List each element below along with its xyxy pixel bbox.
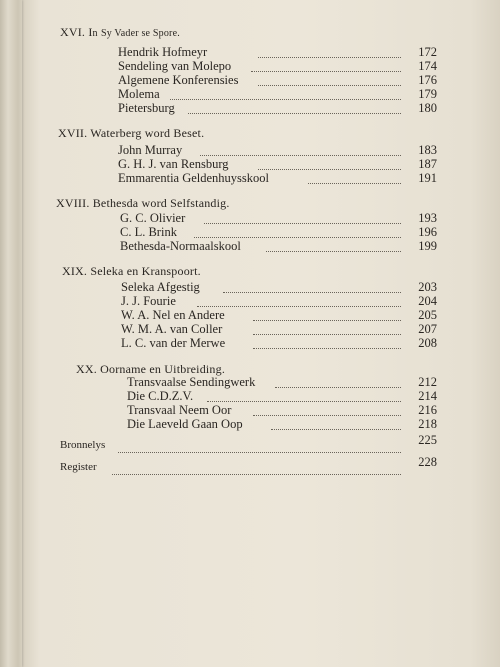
toc-entry[interactable]: Die Laeveld Gaan Oop 218 [127,417,437,431]
toc-entry[interactable]: W. M. A. van Coller 207 [121,322,437,336]
book-gutter [0,0,22,667]
toc-entry[interactable]: W. A. Nel en Andere 205 [121,308,437,322]
toc-entry[interactable]: John Murray 183 [118,143,437,157]
toc-entry[interactable]: J. J. Fourie 204 [121,294,437,308]
toc-entry[interactable]: Transvaalse Sendingwerk 212 [127,375,437,389]
toc-entry[interactable]: G. H. J. van Rensburg 187 [118,157,437,171]
toc-entry[interactable]: Hendrik Hofmeyr 172 [118,45,437,59]
toc-entry[interactable]: C. L. Brink 196 [120,225,437,239]
toc-entry[interactable]: L. C. van der Merwe 208 [121,336,437,350]
section-title-xviii: XVIII. Bethesda word Selfstandig. [56,196,230,210]
section-title-xix: XIX. Seleka en Kranspoort. [62,264,201,278]
toc-entry[interactable]: Die C.D.Z.V. 214 [127,389,437,403]
toc-entry[interactable]: Pietersburg 180 [118,101,437,115]
toc-entry[interactable]: Algemene Konferensies 176 [118,73,437,87]
toc-entry[interactable]: G. C. Olivier 193 [120,211,437,225]
toc-entry[interactable]: Transvaal Neem Oor 216 [127,403,437,417]
toc-entry[interactable]: Molema 179 [118,87,437,101]
toc-entry[interactable]: Emmarentia Geldenhuysskool 191 [118,171,437,185]
toc-entry[interactable]: Seleka Afgestig 203 [121,280,437,294]
section-title-xx: XX. Oorname en Uitbreiding. [76,362,226,376]
section-title-xvi: XVI. In Sy Vader se Spore. [60,25,180,39]
toc-entry-register[interactable]: Register 228 [60,455,437,473]
toc-entry[interactable]: Bethesda-Normaalskool 199 [120,239,437,253]
toc-entry-bronnelys[interactable]: Bronnelys 225 [60,433,437,451]
toc-entry[interactable]: Sendeling van Molepo 174 [118,59,437,73]
section-title-xvii: XVII. Waterberg word Beset. [58,126,205,140]
